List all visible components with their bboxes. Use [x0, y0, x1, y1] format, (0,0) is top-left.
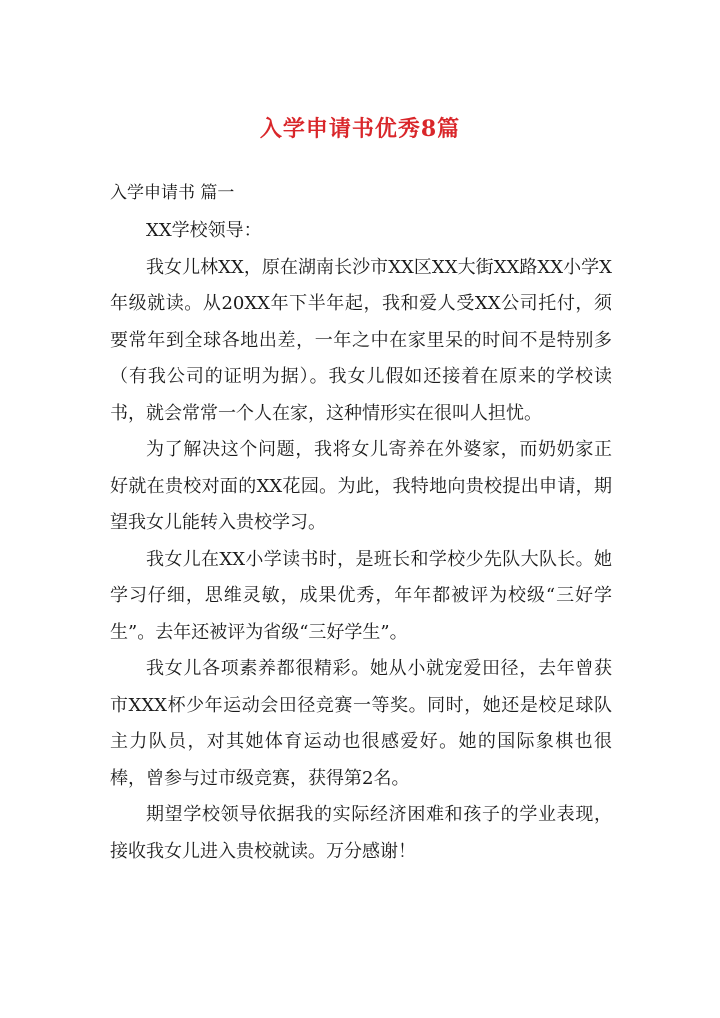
paragraph-1: 我女儿林XX，原在湖南长沙市XX区XX大街XX路XX小学X年级就读。从20XX年下半年起，我和爱人受XX公司托付，须要常年到全球各地出差，一年之中在家里呆的时间不是特别多（有我公司的证明为据）。我女儿假如还接着在原来的学校读书，就会常常一个人在家，这种情形实在很叫人担忧。	[110, 256, 612, 424]
document-title: 入学申请书优秀8篇	[259, 116, 461, 142]
document-body	[110, 213, 612, 870]
paragraph-5: 期望学校领导依据我的实际经济困难和孩子的学业表现，接收我女儿进入贵校就读。万分感谢！	[110, 804, 612, 862]
paragraph-3: 我女儿在XX小学读书时，是班长和学校少先队大队长。她学习仔细，思维灵敏，成果优秀，年年都被评为校级“三好学生”。去年还被评为省级“三好学生”。	[110, 548, 612, 643]
salutation: XX学校领导：	[146, 220, 262, 241]
paragraph-4: 我女儿各项素养都很精彩。她从小就宠爱田径，去年曾获市XXX杯少年运动会田径竞赛一等奖。同时，她还是校足球队主力队员，对其她体育运动也很感爱好。她的国际象棋也很棒，曾参与过市级竞赛，获得第2名。	[110, 658, 612, 789]
section-heading: 入学申请书 篇一	[110, 183, 235, 203]
paragraph-2: 为了解决这个问题，我将女儿寄养在外婆家，而奶奶家正好就在贵校对面的XX花园。为此，我特地向贵校提出申请，期望我女儿能转入贵校学习。	[110, 439, 612, 533]
